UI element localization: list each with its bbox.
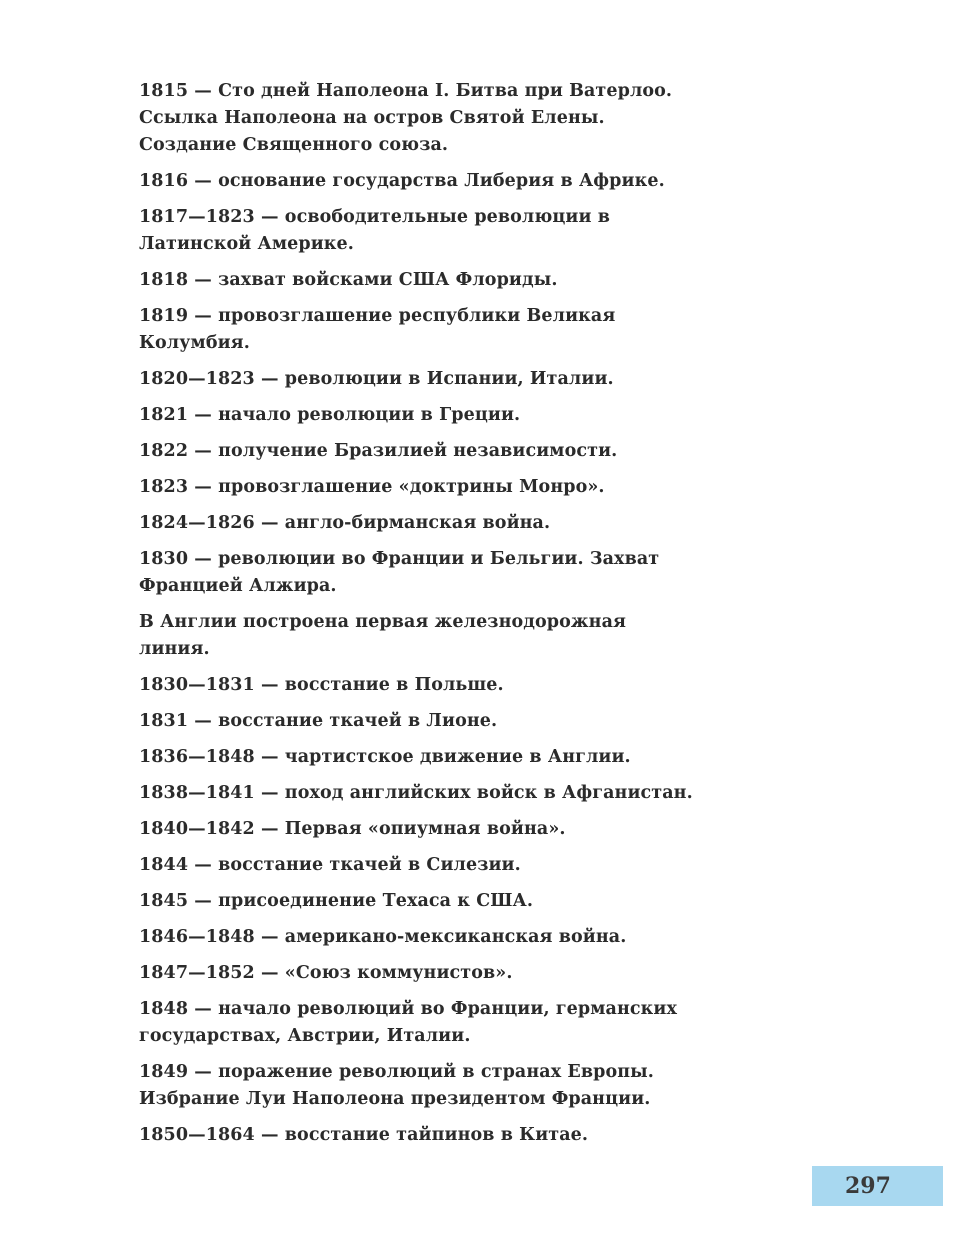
chronology-entry (139, 402, 699, 429)
entry-date: 1815 (139, 81, 189, 101)
entry-text: — поход английских войск в Афганистан. (254, 783, 693, 803)
chronology-list (139, 78, 699, 1158)
entry-text: — основание государства Либерия в Африке. (188, 171, 665, 191)
chronology-entry (139, 438, 699, 465)
entry-date: 1844 (139, 855, 189, 875)
entry-date: 1846—1848 (139, 927, 255, 947)
entry-text: — захват войсками США Флориды. (188, 270, 558, 290)
entry-date: 1819 (139, 306, 189, 326)
entry-date: 1821 (139, 405, 189, 425)
entry-text: — получение Бразилией независимости. (188, 441, 618, 461)
chronology-entry (139, 366, 699, 393)
entry-text: — провозглашение «доктрины Монро». (188, 477, 605, 497)
entry-text: — чартистское движение в Англии. (254, 747, 631, 767)
entry-text: — революции в Испании, Италии. (254, 369, 614, 389)
chronology-entry (139, 960, 699, 987)
chronology-entry (139, 204, 699, 258)
chronology-entry (139, 168, 699, 195)
page-number-box (812, 1166, 943, 1206)
entry-text: — начало революции в Греции. (188, 405, 521, 425)
entry-date: 1849 (139, 1062, 189, 1082)
chronology-entry (139, 303, 699, 357)
entry-date: 1823 (139, 477, 189, 497)
chronology-entry (139, 744, 699, 771)
page-number: 297 (845, 1173, 891, 1199)
entry-date: 1845 (139, 891, 189, 911)
entry-text: — Первая «опиумная война». (254, 819, 566, 839)
entry-text: — восстание в Польше. (254, 675, 504, 695)
entry-date: 1836—1848 (139, 747, 255, 767)
entry-date: 1838—1841 (139, 783, 255, 803)
entry-text: — американо-мексиканская война. (254, 927, 627, 947)
chronology-entry (139, 510, 699, 537)
chronology-entry (139, 1122, 699, 1149)
entry-date: 1830 (139, 549, 189, 569)
chronology-entry (139, 609, 699, 663)
chronology-entry (139, 672, 699, 699)
entry-text: — революции во Франции и Бельгии. Захват Францией Алжира. (139, 549, 660, 596)
chronology-entry (139, 924, 699, 951)
entry-date: 1822 (139, 441, 189, 461)
entry-date: 1850—1864 (139, 1125, 255, 1145)
entry-text: — Сто дней Наполеона I. Битва при Ватерлоо. Ссылка Наполеона на остров Святой Елены. Создание Священного союза. (139, 81, 673, 155)
entry-text: — провозглашение республики Великая Колумбия. (139, 306, 616, 353)
entry-text: В Англии построена первая железнодорожная линия. (139, 612, 627, 659)
chronology-entry (139, 474, 699, 501)
entry-text: — освободительные революции в Латинской Америке. (139, 207, 611, 254)
chronology-entry (139, 708, 699, 735)
entry-date: 1816 (139, 171, 189, 191)
entry-date: 1820—1823 (139, 369, 255, 389)
entry-text: — «Союз коммунистов». (254, 963, 513, 983)
entry-date: 1817—1823 (139, 207, 255, 227)
entry-date: 1847—1852 (139, 963, 255, 983)
entry-date: 1830—1831 (139, 675, 255, 695)
chronology-entry (139, 852, 699, 879)
entry-text: — восстание тайпинов в Китае. (254, 1125, 589, 1145)
entry-date: 1831 (139, 711, 189, 731)
chronology-entry (139, 780, 699, 807)
chronology-entry (139, 996, 699, 1050)
chronology-entry (139, 267, 699, 294)
entry-text: — англо-бирманская война. (254, 513, 551, 533)
entry-text: — восстание ткачей в Лионе. (188, 711, 498, 731)
entry-text: — присоединение Техаса к США. (188, 891, 534, 911)
entry-text: — восстание ткачей в Силезии. (188, 855, 521, 875)
entry-date: 1840—1842 (139, 819, 255, 839)
entry-date: 1818 (139, 270, 189, 290)
chronology-entry (139, 1059, 699, 1113)
chronology-entry (139, 888, 699, 915)
entry-text: — поражение революций в странах Европы. Избрание Луи Наполеона президентом Франции. (139, 1062, 654, 1109)
entry-date: 1824—1826 (139, 513, 255, 533)
entry-date: 1848 (139, 999, 189, 1019)
chronology-entry (139, 78, 699, 159)
chronology-entry (139, 816, 699, 843)
chronology-entry (139, 546, 699, 600)
entry-text: — начало революций во Франции, германских государствах, Австрии, Италии. (139, 999, 677, 1046)
